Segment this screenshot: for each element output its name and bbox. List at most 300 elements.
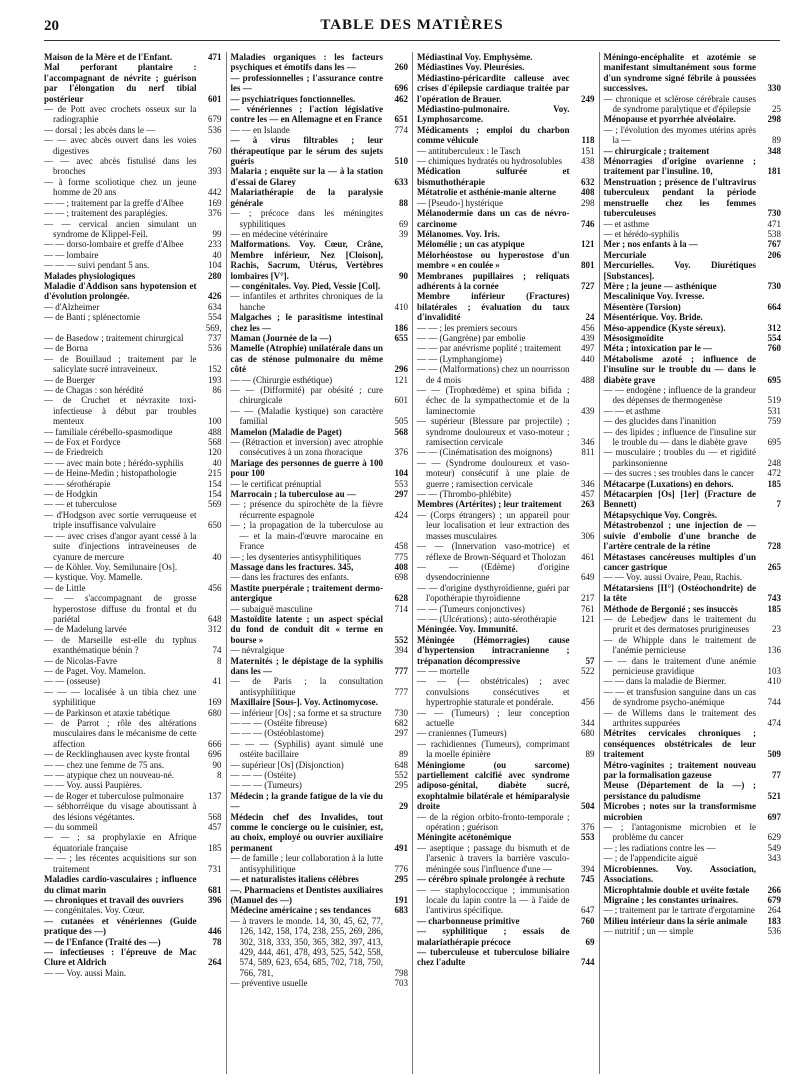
index-entry-text: — de Köhler. Voy. Semilunaire [Os]. [44,561,178,572]
index-entry-page: 650 [208,520,222,531]
index-entry-text: Mésentérique. Voy. Bride. [603,312,703,323]
index-entry-page: 348 [767,145,781,156]
index-entry [231,291,409,312]
index-entry-page: 647 [581,905,595,916]
index-entry [417,343,595,353]
index-entry-text: — — — (Ostéoblastome) [230,728,324,739]
index-entry-text: Menstruation ; présence de l'ultravirus tuberculeux pendant la période menstruelle chez les femmes tuberculeuses [603,176,756,219]
index-entry-text: Méningite acétonémique [417,832,512,843]
index-entry-text: — de Friedreich [44,447,103,458]
index-entry-page: 633 [394,176,408,187]
index-entry-text: — — (Cinématisation des moignons) [417,447,552,458]
index-entry [604,229,782,239]
index-entry [604,552,782,573]
index-entry-page: 683 [394,905,408,916]
index-entry-page: 776 [394,863,408,874]
index-entry-text: — familiale cérébello-spasmodique [44,426,173,437]
index-entry-text: — congénitales. Voy. Pied, Vessie [Col]. [230,280,381,291]
index-column-3 [412,52,599,1074]
index-entry-page: 393 [208,166,222,177]
index-entry [417,874,595,884]
index-entry [604,760,782,781]
index-entry [417,271,595,292]
index-entry-page: 730 [394,707,408,718]
index-entry-text: — — (Chirurgie esthétique) [230,374,333,385]
index-entry-text: — — et asthme [603,405,661,416]
index-entry [604,708,782,729]
index-entry [231,499,409,520]
index-entry-text: — chirurgicale ; traitement [603,145,710,156]
index-entry-text: — — ; les récentes acquisitions sur son traitement [44,853,197,874]
index-entry-page: 744 [767,697,781,708]
index-entry-text: — cérébro spinale prolongée à rechute [417,874,565,885]
index-entry-page: 731 [208,863,222,874]
index-entry-page: 522 [581,665,595,676]
index-entry-page: 121 [394,374,408,385]
index-entry [604,239,782,249]
index-entry-text: — de Roger et tuberculose pulmonaire [44,790,184,801]
index-entry-page: 696 [208,749,222,760]
index-entry-text: — de Pott avec crochets osseux sur la radiographie [44,104,197,125]
index-entry [44,250,222,260]
index-entry-text: — du sommeil [44,822,98,833]
index-entry [604,291,782,301]
index-entry-page: 90 [212,759,222,770]
index-entry-text: — de la région orbito-fronto-temporale ; opération ; guérison [417,811,570,833]
index-entry [604,489,782,510]
index-entry-text: — (Rétraction et inversion) avec atrophie consécutives à un zona thoracique [230,437,383,458]
index-entry [604,635,782,656]
index-entry-page: 118 [581,135,595,146]
index-entry-text: — — (osseuse) [44,676,100,687]
index-entry [231,770,409,780]
index-entry-text: Maladies organiques : les facteurs psychiques et émotifs dans les — [230,52,383,73]
index-entry-text: — de Basedow ; traitement chirurgical [44,332,184,343]
index-entry-page: 408 [581,187,595,198]
index-entry-text: Mélorhéostose ou hyperostose d'un membre « en coulée » [417,249,570,271]
index-entry [231,552,409,562]
index-entry-text: — — et transfusion sanguine dans un cas de syndrome psycho-anémique [603,686,756,708]
index-entry-page: 191 [394,894,408,905]
index-entry [231,437,409,458]
index-entry [417,354,595,364]
index-entry-text: — supérieur (Blessure par projectile) ; syndrome douloureux et vaso-moteur ; ramisection cervicale [417,416,570,448]
index-entry [44,832,222,853]
index-entry-text: Maternités ; le dépistage de la syphilis dans les — [230,655,383,676]
index-entry-page: 312 [208,624,222,635]
index-entry-page: 681 [208,884,222,895]
index-entry-text: — névralgique [230,645,285,656]
index-entry [417,676,595,707]
index-entry-text: — [Pseudo-] hystérique [417,197,503,208]
index-entry-page: 471 [767,218,781,229]
index-entry-text: — et hérédo-syphilis [603,228,679,239]
index-entry-text: Maladie d'Addison sans hypotension et d'évolution prolongée. [44,280,197,302]
index-entry-text: — de Hodgkin [44,489,98,500]
index-entry-text: — — (Gangrène) par embolie [417,332,526,343]
index-entry [604,583,782,604]
index-entry-text: — de l'Enfance (Traité des —) [44,936,161,947]
index-entry-page: 154 [208,489,222,500]
index-entry-page: 777 [394,665,408,676]
index-entry [417,562,595,583]
index-entry-text: Ménorragies d'origine ovarienne ; traitement par l'insuline. 10, [603,156,756,177]
index-entry [231,572,409,582]
index-entry-text: Malgaches ; le parasitisme intestinal chez les — [230,312,383,333]
index-entry [417,208,595,229]
index-entry [44,208,222,218]
index-entry [417,510,595,541]
index-entry-page: 185 [767,603,781,614]
index-entry [44,562,222,572]
index-entry-page: 510 [394,156,408,167]
index-entry-text: — à forme scoliotique chez un jeune homme de 20 ans [44,176,197,198]
index-entry-text: Métacarpe (Luxations) en dehors. [603,478,734,489]
index-entry-text: — — (Lymphangiome) [417,353,502,364]
index-entry-page: 696 [394,83,408,94]
index-entry-text: — — et tuberculose [44,499,117,510]
index-entry-text: Mal perforant plantaire : l'accompagnant de névrite ; guérison par l'élongation du nerf tibial postérieur [44,62,197,104]
index-entry [417,187,595,197]
index-entry-text: Microbiennes. Voy. Association, Associations. [603,863,756,885]
index-entry-page: 410 [767,676,781,687]
index-entry [44,489,222,499]
index-entry-page: 121 [581,613,595,624]
index-entry-text: — tuberculeuse et tuberculose biliaire chez l'adulte [417,946,570,968]
index-entry-page: 266 [767,884,781,895]
page-title: TABLE DES MATIÈRES [320,17,504,33]
index-entry-page: 695 [767,374,781,385]
index-entry-text: — chronique et sclérose cérébrale causes de syndrome paralytique et d'épilepsie [603,93,756,115]
index-entry-page: 538 [767,228,781,239]
index-entry-text: Mercurielles. Voy. Diurétiques [Substances]. [603,260,756,281]
index-entry [417,916,595,926]
index-entry-text: — — en Islande [230,124,290,135]
index-entry-page: 376 [581,822,595,833]
index-entry-page: 760 [767,343,781,354]
index-entry-page: 730 [767,280,781,291]
index-entry-page: 29 [399,801,408,812]
index-entry [231,697,409,707]
index-entry [44,427,222,437]
index-entry [231,479,409,489]
index-entry [231,583,409,604]
index-entry-text: Malades physiologiques [44,270,136,281]
index-entry-text: — infectieuses : l'épreuve de Mac Clure et Aldrich [44,946,197,968]
index-entry-page: 666 [208,738,222,749]
index-entry-text: — — par anévrisme poplité ; traitement [417,343,561,354]
index-entry [231,916,409,978]
index-entry [44,281,222,302]
index-entry [417,499,595,509]
index-entry-page: 86 [212,385,222,395]
index-entry-text: — de Bouillaud ; traitement par le salicylate sucré intraveineux. [44,353,197,375]
index-entry-text: — de Parkinson et ataxie tabétique [44,707,170,718]
index-entry-page: 744 [581,957,595,968]
index-entry-page: 775 [394,551,408,562]
index-entry-page: 777 [394,686,408,697]
index-entry-page: 730 [767,208,781,219]
index-entry-text: — de Madelung larvée [44,624,127,635]
index-entry [44,437,222,447]
index-entry-page: 89 [772,135,781,146]
index-entry [604,385,782,406]
index-entry-text: — — — (Tumeurs) [230,780,302,791]
index-entry-page: 497 [581,343,595,354]
index-entry [231,166,409,187]
index-entry-page: 798 [394,967,408,978]
index-entry-text: Meuse (Département de la —) ; persistance du paludisme [603,780,756,801]
index-entry-page: 8 [217,655,222,666]
index-entry [44,791,222,801]
index-entry-page: 446 [208,926,222,937]
index-entry-text: — — staphylococcique ; immunisation locale du lapin contre la — à l'aide de l'antivirus spécifique. [417,884,570,916]
index-entry-page: 78 [212,936,222,947]
index-entry-text: — de Borna [44,343,88,354]
index-entry-page: 193 [208,374,222,385]
index-entry [44,395,222,426]
index-entry-page: 457 [581,489,595,500]
index-entry [417,146,595,156]
index-entry-text: — vénériennes ; l'action législative contre les — en Allemagne et en France [230,104,383,125]
index-entry [417,885,595,916]
index-entry-page: 410 [394,301,408,312]
index-entry [231,125,409,135]
index-column-1 [44,52,226,1074]
index-entry-page: 99 [212,228,222,239]
index-entry [231,718,409,728]
index-entry [417,62,595,72]
index-entry-text: — ; traitement par le tartrate d'ergotamine [603,905,755,916]
index-entry [231,604,409,614]
index-entry [44,801,222,822]
index-entry-text: — — avec crises d'angor ayant cessé à la suite d'injections intraveineuses de cyanure de mercure [44,530,197,562]
index-entry-text: — — Voy. aussi Main. [44,967,127,978]
index-entry-page: 549 [767,842,781,853]
index-entry [417,166,595,187]
index-entry [231,791,409,812]
index-entry [44,687,222,708]
index-entry-text: Mer ; nos enfants à la — [603,239,698,250]
index-entry-text: — ; l'évolution des myomes utérins après la — [603,124,756,146]
index-entry-text: — — (Ulcérations) ; auto-sérothérapie [417,613,557,624]
index-entry-text: Médiastines Voy. Pleurésies. [417,62,525,73]
index-entry [44,874,222,895]
index-entry-text: — ; présence du spirochète de la fièvre récurrente espagnole [230,499,383,520]
index-entry-page: 554 [208,312,222,323]
index-entry-page: 296 [394,364,408,375]
index-entry [231,458,409,479]
index-entry [231,427,409,437]
index-entry-text: Membres (Artérites) ; leur traitement [417,499,562,510]
index-entry [604,343,782,353]
index-entry [604,843,782,853]
index-entry-text: — ; la propagation de la tuberculose au — et la main-d'œuvre marocaine en France [230,520,383,552]
index-entry-page: 471 [208,52,222,62]
index-entry-text: — — — (Ostéite) [230,770,296,781]
index-entry-text: — — lombaire [44,249,99,260]
index-entry-page: 376 [208,208,222,219]
index-entry-page: 169 [208,197,222,208]
index-entry-text: — ; de l'appendicite aiguë [603,853,698,864]
index-entry-text: — — (Maladie kystique) son caractère familial [230,405,383,427]
index-entry [604,468,782,478]
index-entry-page: 774 [394,124,408,135]
index-entry-page: 217 [581,593,595,604]
index-entry [231,874,409,884]
index-entry [44,572,222,582]
index-entry [604,853,782,863]
index-entry-page: 569 [208,499,222,510]
index-entry-page: 442 [208,187,222,198]
index-entry-page: 120 [208,447,222,458]
index-entry-text: — de Recklinghausen avec kyste frontal [44,749,190,760]
index-entry-page: 760 [208,145,222,156]
index-entry [417,604,595,614]
index-entry-text: — charbonneuse primitive [417,915,520,926]
index-entry [417,843,595,874]
index-entry [604,614,782,635]
index-entry-page: 77 [772,770,781,781]
index-entry-page: 491 [394,842,408,853]
index-entry [44,260,222,270]
index-entry-page: 408 [394,561,408,572]
index-entry-page: 456 [581,322,595,333]
index-entry-page: 396 [208,894,222,905]
index-entry [604,801,782,822]
index-entry [417,52,595,62]
index-entry-text: — antituberculeux : le Tasch [417,145,521,156]
index-entry-text: Malariathérapie de la paralysie générale [230,187,383,208]
index-entry-text: Mésentère (Torsion) [603,301,681,312]
index-entry [604,156,782,177]
index-entry-text: Médecin ; la grande fatigue de la vie du — [230,790,383,812]
index-entry-text: — ; les dysenteries antisyphilitiques [230,551,361,562]
index-entry-text: — de Nicolas-Favre [44,655,117,666]
index-entry-page: 306 [581,530,595,541]
index-entry [231,656,409,677]
index-entry-text: Mère ; la jeune — asthénique [603,280,717,291]
index-entry [604,333,782,343]
index-entry-page: 185 [767,478,781,489]
index-entry [44,968,222,978]
index-entry-text: — de Buerger [44,374,95,385]
index-entry-page: 424 [394,509,408,520]
index-entry-text: — — (Syndrome douloureux et vaso-moteur) consécutif à une plaie de guerre ; ramisection cervicale [417,457,570,489]
index-entry-text: — — dans le traitement d'une anémie pernicieuse gravidique [603,655,756,676]
index-entry-page: 89 [399,749,408,760]
index-entry-text: Migraine ; les constantes urinaires. [603,894,739,905]
index-entry [44,499,222,509]
index-entry [231,385,409,406]
index-entry-text: — chroniques et travail des ouvriers [44,894,184,905]
index-entry-text: —. Pharmaciens et Dentistes auxiliaires (Manuel des —) [230,884,383,905]
index-entry-page: 456 [208,582,222,593]
index-entry [604,905,782,915]
index-entry-text: Maison de la Mère et de l'Enfant. [44,52,173,62]
index-entry-page: 330 [767,83,781,94]
index-entry-text: — de Willems dans le traitement des arthrites suppurées [603,707,756,728]
index-entry [44,916,222,937]
index-entry-text: Membre inférieur (Fractures) bilatérales ; évaluation du taux d'invalidité [417,291,570,323]
index-entry-text: Méningée (Hémorragies) cause d'hypertension intracranienne ; trépanation décompressive [417,634,570,666]
index-entry-text: Médiastinal Voy. Emphysème. [417,52,533,62]
index-entry-page: 536 [767,926,781,937]
index-entry [417,291,595,322]
index-entry-page: 103 [767,665,781,676]
index-entry-text: Méningo-encéphalite et azotémie se manifestant simultanément sous forme d'un syndrome signé fébrile à poussées successives. [603,52,756,94]
index-entry [417,666,595,676]
index-entry-page: 376 [394,447,408,458]
index-entry-page: 552 [394,634,408,645]
index-entry-page: 152 [208,364,222,375]
index-entry-page: 727 [581,280,595,291]
index-entry-page: 206 [767,249,781,260]
index-entry [604,312,782,322]
index-entry-text: Métatarsiens [II°] (Ostéochondrite) de la tête [603,582,756,604]
index-entry-page: 462 [394,93,408,104]
index-entry-page: 457 [208,822,222,833]
index-entry-page: 69 [585,936,595,947]
index-entry-page: 679 [767,894,781,905]
index-entry-page: 536 [208,343,222,354]
index-entry-page: 439 [581,405,595,416]
index-entry [44,937,222,947]
index-entry-text: — de Little [44,582,86,593]
index-entry-text: — — — localisée à un tibia chez une syphilitique [44,686,197,708]
index-entry [231,812,409,854]
index-entry-text: — — ; traitement des paraplégies. [44,208,168,219]
index-entry [417,728,595,738]
index-entry [604,447,782,468]
index-entry-text: Métastases cancéreuses multiples d'un cancer gastrique [603,551,756,572]
index-entry-text: — de Fox et Fordyce [44,437,121,448]
index-entry [44,354,222,375]
index-entry [231,520,409,551]
index-entry [231,94,409,104]
index-entry [44,780,222,790]
index-entry-text: — de Chagas : son hérédité [44,385,144,395]
index-entry [417,104,595,125]
index-entry-text: Microphtalmie double et uvéite fœtale [603,884,750,895]
index-entry [604,604,782,614]
index-entry-text: — — Voy. aussi Paupières. [44,780,143,791]
index-entry [44,676,222,686]
index-entry-page: 601 [208,93,222,104]
index-entry-text: — à travers le monde. 14, 30, 45, 62, 77, 126, 142, 158, 174, 238, 255, 269, 286, 302, 318, 333, 350, 365, 382, 397, 413, 429, 444, 461, 478, 493, 525, 542, 558, 574, 589, 623, 654, 685, 702, 718, 750, 766, 781, [230,915,383,978]
index-entry-page: 456 [581,697,595,708]
index-entry-text: — de Heine-Medin ; histopathologie [44,468,177,479]
index-entry-text: Mercuriale [603,249,647,260]
index-entry-text: Malaria ; enquête sur la — à la station d'essai de Glarey [230,166,383,187]
index-entry [604,885,782,895]
index-entry [44,635,222,656]
index-entry-page: 312 [767,322,781,333]
index-entry [44,822,222,832]
index-entry-text: — d'Hodgson avec sortie verruqueuse et triple insuffisance valvulaire [44,509,197,531]
index-entry [417,541,595,562]
index-entry-page: 746 [581,218,595,229]
index-entry [604,510,782,520]
index-entry-text: — le certificat prénuptial [230,478,322,489]
index-entry-text: — (Corps étrangers) ; un appareil pour leur localisation et leur extraction des masses musculaires [417,509,570,541]
index-entry-text: — — ; sa prophylaxie en Afrique équatoriale française [44,832,197,853]
index-entry-page: 568 [208,811,222,822]
index-entry-page: 151 [581,145,595,156]
index-entry-text: — des sucres ; ses troubles dans le cancer [603,468,754,479]
index-entry-page: 249 [581,93,595,104]
index-entry-text: — psychiatriques fonctionnelles. [230,93,356,104]
